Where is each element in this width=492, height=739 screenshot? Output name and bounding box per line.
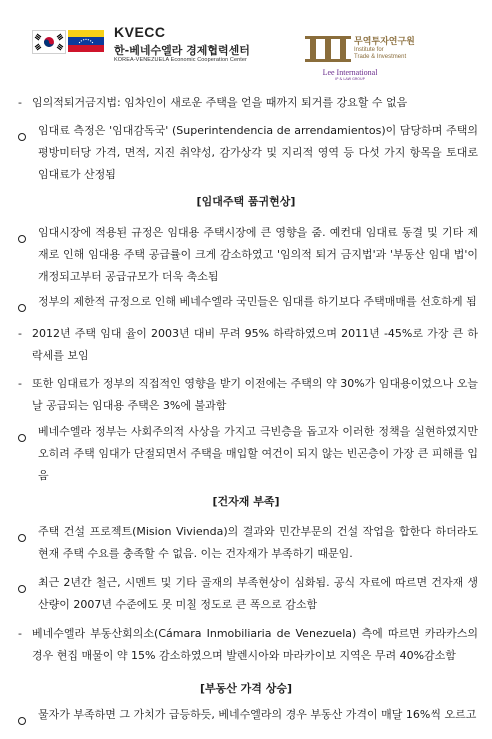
bullet-item [18, 704, 478, 726]
bullet-item [18, 373, 478, 417]
institute-english-name: Institute for Trade & Investment [354, 47, 407, 60]
kvecc-english-name: KOREA-VENEZUELA Economic Cooperation Center [114, 57, 247, 63]
bullet-text: 임대료 측정은 '임대감독국' (Superintendencia de arrendamientos)이 담당하며 주택의 평방미터당 가격, 면적, 지진 취약성, 감가상각 및 지리적 영역 등 다섯 가지 항목을 토대로 임대료가 산정됨 [38, 124, 478, 181]
circle-bullet-icon [18, 298, 26, 320]
bullet-item [18, 421, 478, 487]
circle-bullet-icon [18, 579, 26, 601]
dash-marker: - [18, 377, 22, 390]
circle-bullet-icon [18, 229, 26, 251]
korea-flag-icon [32, 30, 66, 54]
bullet-item [18, 521, 478, 565]
dash-marker: - [18, 327, 22, 340]
bullet-text: 베네수엘라 부동산회의소(Cámara Inmobiliaria de Venezuela) 측에 따르면 카라카스의 경우 현집 매물이 약 15% 감소하였으며 발렌시아와 마라카이보 지역은 무려 40%감소함 [32, 627, 478, 662]
bullet-text: 또한 임대료가 정부의 직접적인 영향을 받기 이전에는 주택의 약 30%가 임대용이었으나 오늘날 공급되는 임대용 주택은 3%에 불과함 [32, 377, 478, 412]
bullet-text: 임의적퇴거금지법: 임차인이 새로운 주택을 얻을 때까지 퇴거를 강요할 수 없음 [32, 96, 408, 109]
bullet-item [18, 623, 478, 667]
lee-international-subtitle: IP & LAW GROUP [335, 77, 365, 81]
bullet-text: 최근 2년간 철근, 시멘트 및 기타 골재의 부족현상이 심화됨. 공식 자료에 따르면 건자재 생산량이 2007년 수준에도 못 미칠 정도로 큰 폭으로 감소함 [38, 576, 478, 611]
dash-marker: - [18, 627, 22, 640]
bullet-item [18, 291, 478, 313]
circle-bullet-icon [18, 127, 26, 149]
kvecc-logo-text: KVECC [114, 24, 166, 40]
section-heading: [건자재 부족] [212, 495, 280, 508]
dash-marker: - [18, 96, 22, 109]
bullet-item [18, 572, 478, 616]
institute-korean-name: 무역투자연구원 [354, 37, 415, 47]
circle-bullet-icon [18, 711, 26, 726]
bullet-text: 정부의 제한적 규정으로 인해 베네수엘라 국민들은 임대를 하기보다 주택매매를 선호하게 됨 [38, 295, 477, 308]
kvecc-korean-name: 한-베네수엘라 경제협력센터 [114, 44, 250, 57]
bullet-text: 물자가 부족하면 그 가치가 급등하듯, 베네수엘라의 경우 부동산 가격이 매달 16%씩 오르고 [38, 708, 477, 721]
bullet-item [18, 323, 478, 367]
bullet-text: 임대시장에 적용된 규정은 임대용 주택시장에 큰 영향을 줌. 예컨대 임대료 동결 및 기타 제재로 인해 임대용 주택 공급률이 크게 감소하였고 '임의적 퇴거 금지법'과 '부동산 임대 법'이 개정되고부터 공급규모가 더욱 축소됨 [38, 226, 478, 283]
bullet-item [18, 120, 478, 186]
circle-bullet-icon [18, 428, 26, 450]
institute-logo-icon [305, 36, 351, 62]
venezuela-flag-icon [68, 30, 104, 52]
document-header [0, 0, 492, 88]
bullet-text: 2012년 주택 임대 율이 2003년 대비 무려 95% 하락하였으며 2011년 -45%로 가장 큰 하락세를 보임 [32, 327, 478, 362]
section-heading: [부동산 가격 상승] [199, 682, 293, 695]
bullet-text: 베네수엘라 정부는 사회주의적 사상을 가지고 극빈층을 돕고자 이러한 정책을 실현하였지만 오히려 주택 임대가 단절되면서 주택을 매입할 여건이 되지 않는 빈곤층이 가장 큰 피해를 입음 [38, 425, 478, 482]
circle-bullet-icon [18, 528, 26, 550]
bullet-item [18, 222, 478, 288]
lee-international-logo: Lee International [322, 68, 378, 77]
bullet-text: 주택 건설 프로젝트(Mision Vivienda)의 결과와 민간부문의 건설 작업을 합한다 하더라도 현재 주택 수요를 충족할 수 없음. 이는 건자재가 부족하기 때문임. [38, 525, 478, 560]
bullet-item [18, 92, 478, 114]
section-heading: [임대주택 품귀현상] [196, 195, 296, 208]
